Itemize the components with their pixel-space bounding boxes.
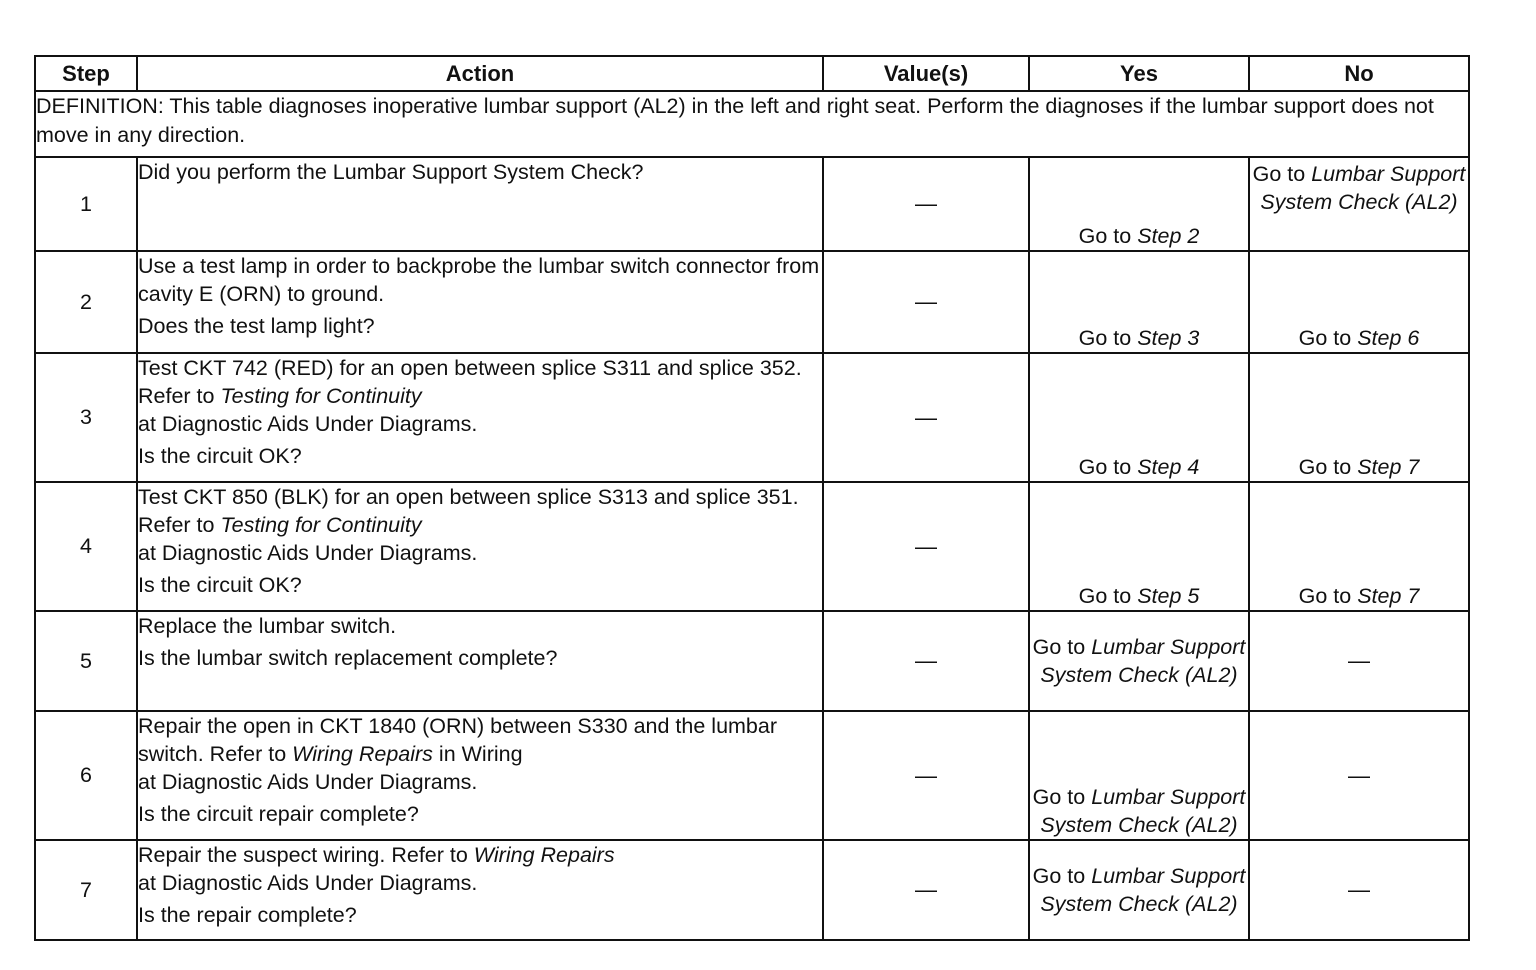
action-question: Is the lumbar switch replacement complete? <box>138 646 558 670</box>
table-row <box>35 157 1469 251</box>
no-cell <box>1249 157 1469 251</box>
reference-link: Testing for Continuity <box>220 384 422 408</box>
action-text <box>138 483 822 539</box>
reference-link: Testing for Continuity <box>220 513 422 537</box>
step-number: 4 <box>35 482 137 611</box>
action-cell <box>137 251 823 353</box>
definition-row <box>35 91 1469 157</box>
action-text: Did you perform the Lumbar Support System Check? <box>138 160 644 184</box>
step-number: 2 <box>35 251 137 353</box>
value-cell <box>823 611 1029 711</box>
action-text-ref: at Diagnostic Aids Under Diagrams. <box>138 871 478 895</box>
no-cell <box>1249 611 1469 711</box>
yes-cell <box>1029 353 1249 482</box>
header-step: Step <box>35 56 137 91</box>
step-number: 6 <box>35 711 137 840</box>
action-text <box>138 712 822 768</box>
action-question: Does the test lamp light? <box>138 314 375 338</box>
value-dash: — <box>915 877 937 902</box>
goto-prefix: Go to <box>1032 864 1092 888</box>
goto-link: Step 7 <box>1357 584 1420 608</box>
header-no: No <box>1249 56 1469 91</box>
goto-link: Lumbar Support System Check (AL2) <box>1260 162 1466 214</box>
action-question: Is the repair complete? <box>138 903 357 927</box>
action-cell <box>137 157 823 251</box>
value-dash: — <box>915 289 937 314</box>
action-question: Is the circuit repair complete? <box>138 802 419 826</box>
goto-prefix: Go to <box>1032 785 1092 809</box>
header-row <box>35 56 1469 91</box>
goto-link: Step 4 <box>1137 455 1200 479</box>
action-text-ref: at Diagnostic Aids Under Diagrams. <box>138 770 478 794</box>
goto-prefix: Go to <box>1298 455 1358 479</box>
goto-prefix: Go to <box>1078 455 1138 479</box>
goto-link: Lumbar Support System Check (AL2) <box>1040 864 1246 916</box>
no-dash: — <box>1348 648 1370 673</box>
goto-prefix: Go to <box>1078 326 1138 350</box>
no-cell <box>1249 840 1469 940</box>
goto-link: Lumbar Support System Check (AL2) <box>1040 785 1246 837</box>
no-cell <box>1249 353 1469 482</box>
goto-link: Step 2 <box>1137 224 1200 248</box>
value-cell <box>823 711 1029 840</box>
header-action: Action <box>137 56 823 91</box>
no-cell <box>1249 711 1469 840</box>
action-text-ref: at Diagnostic Aids Under Diagrams. <box>138 412 478 436</box>
goto-prefix: Go to <box>1298 326 1358 350</box>
yes-cell <box>1029 157 1249 251</box>
goto-prefix: Go to <box>1298 584 1358 608</box>
action-text <box>138 354 822 410</box>
value-cell <box>823 482 1029 611</box>
action-question: Is the circuit OK? <box>138 573 302 597</box>
header-values: Value(s) <box>823 56 1029 91</box>
action-text: Replace the lumbar switch. <box>138 614 397 638</box>
action-cell <box>137 840 823 940</box>
goto-link: Lumbar Support System Check (AL2) <box>1040 635 1246 687</box>
table-row <box>35 840 1469 940</box>
action-cell <box>137 482 823 611</box>
value-cell <box>823 251 1029 353</box>
goto-prefix: Go to <box>1032 635 1092 659</box>
table-row <box>35 711 1469 840</box>
yes-cell <box>1029 251 1249 353</box>
goto-prefix: Go to <box>1252 162 1312 186</box>
no-dash: — <box>1348 877 1370 902</box>
goto-link: Step 3 <box>1137 326 1200 350</box>
action-text-part: Test CKT 742 (RED) for an open between splice S311 and splice 352. Refer to <box>138 356 802 408</box>
step-number: 1 <box>35 157 137 251</box>
goto-link: Step 6 <box>1357 326 1420 350</box>
action-cell <box>137 711 823 840</box>
diagnostic-table <box>34 55 1470 941</box>
no-cell <box>1249 251 1469 353</box>
no-dash: — <box>1348 762 1370 788</box>
value-dash: — <box>915 648 937 673</box>
reference-link: Wiring Repairs <box>473 843 615 867</box>
goto-link: Step 7 <box>1357 455 1420 479</box>
yes-cell <box>1029 711 1249 840</box>
yes-cell <box>1029 482 1249 611</box>
table-row <box>35 353 1469 482</box>
table-row <box>35 611 1469 711</box>
action-text-part: Repair the open in CKT 1840 (ORN) between S330 and the lumbar switch. Refer to <box>138 714 778 766</box>
value-dash: — <box>915 533 937 559</box>
action-cell <box>137 353 823 482</box>
table-row <box>35 482 1469 611</box>
goto-prefix: Go to <box>1078 584 1138 608</box>
step-number: 3 <box>35 353 137 482</box>
action-text-part: Test CKT 850 (BLK) for an open between splice S313 and splice 351. Refer to <box>138 485 799 537</box>
goto-prefix: Go to <box>1078 224 1138 248</box>
action-text <box>138 841 822 869</box>
reference-link: Wiring Repairs <box>292 742 433 766</box>
value-dash: — <box>915 762 937 788</box>
action-text-ref: at Diagnostic Aids Under Diagrams. <box>138 541 478 565</box>
action-text-part: Repair the suspect wiring. Refer to <box>138 843 474 867</box>
action-cell <box>137 611 823 711</box>
action-text-part: in Wiring <box>432 742 523 766</box>
yes-cell <box>1029 611 1249 711</box>
header-yes: Yes <box>1029 56 1249 91</box>
step-number: 5 <box>35 611 137 711</box>
value-dash: — <box>915 404 937 430</box>
step-number: 7 <box>35 840 137 940</box>
definition-text: DEFINITION: This table diagnoses inoperative lumbar support (AL2) in the left and right seat. Perform the diagnoses if the lumbar support does not move in any direction. <box>35 91 1469 157</box>
no-cell <box>1249 482 1469 611</box>
value-cell <box>823 157 1029 251</box>
value-cell <box>823 840 1029 940</box>
value-cell <box>823 353 1029 482</box>
value-dash: — <box>915 191 937 216</box>
yes-cell <box>1029 840 1249 940</box>
table-row <box>35 251 1469 353</box>
action-text: Use a test lamp in order to backprobe the lumbar switch connector from cavity E (ORN) to ground. <box>138 254 820 306</box>
action-question: Is the circuit OK? <box>138 444 302 468</box>
goto-link: Step 5 <box>1137 584 1200 608</box>
